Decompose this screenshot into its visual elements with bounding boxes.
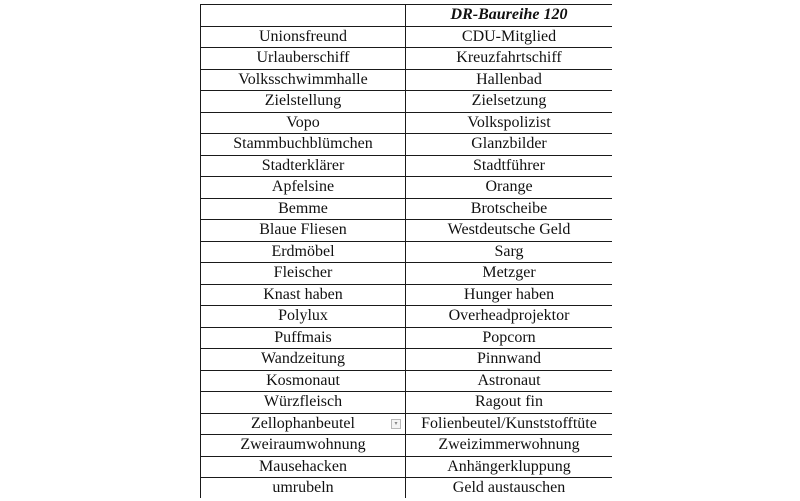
table-row <box>201 349 613 371</box>
cell-text: Blaue Fliesen <box>259 221 347 239</box>
cell-text: Bemme <box>278 199 328 217</box>
table-cell-standard-term[interactable]: Anhängerkluppung <box>406 456 613 478</box>
table-cell-ddr-term[interactable] <box>201 435 406 457</box>
table-row <box>201 284 613 306</box>
table-cell-standard-term[interactable]: Glanzbilder <box>406 134 613 156</box>
cell-text: Knast haben <box>263 285 343 303</box>
word-table-body <box>201 5 613 499</box>
table-cell-ddr-term[interactable] <box>201 48 406 70</box>
table-row <box>201 478 613 499</box>
cell-text: Fleischer <box>273 264 333 282</box>
table-row <box>201 91 613 113</box>
table-cell-ddr-term[interactable] <box>201 241 406 263</box>
table-cell-standard-term[interactable]: Hallenbad <box>406 69 613 91</box>
table-cell-standard-term[interactable]: Brotscheibe <box>406 198 613 220</box>
table-cell-standard-term[interactable]: Hunger haben <box>406 284 613 306</box>
table-row <box>201 413 613 435</box>
table-cell-ddr-term[interactable] <box>201 413 406 435</box>
table-cell-ddr-term[interactable] <box>201 456 406 478</box>
cell-text: Unionsfreund <box>259 27 347 45</box>
cell-text: Zweiraumwohnung <box>240 436 366 454</box>
table-cell-ddr-term[interactable] <box>201 91 406 113</box>
table-cell-ddr-term[interactable] <box>201 284 406 306</box>
table-row <box>201 134 613 156</box>
table-cell-standard-term[interactable]: Zweizimmerwohnung <box>406 435 613 457</box>
table-header-row <box>201 5 613 27</box>
table-cell-standard-term[interactable]: Kreuzfahrtschiff <box>406 48 613 70</box>
table-row <box>201 392 613 414</box>
table-cell-ddr-term[interactable] <box>201 263 406 285</box>
table-cell-ddr-term[interactable] <box>201 306 406 328</box>
table-cell-ddr-term[interactable] <box>201 392 406 414</box>
table-row <box>201 177 613 199</box>
table-row <box>201 435 613 457</box>
table-cell-standard-term[interactable]: Sarg <box>406 241 613 263</box>
table-cell-standard-term[interactable]: Popcorn <box>406 327 613 349</box>
table-cell-ddr-term[interactable] <box>201 349 406 371</box>
table-cell-standard-term[interactable]: Geld austauschen <box>406 478 613 499</box>
table-cell-ddr-term[interactable] <box>201 177 406 199</box>
cell-text: Urlauberschiff <box>256 49 350 67</box>
table-cell-ddr-term[interactable] <box>201 198 406 220</box>
cell-text: Volksschwimmhalle <box>238 70 368 88</box>
table-cell-ddr-term[interactable] <box>201 155 406 177</box>
table-cell-ddr-term[interactable] <box>201 220 406 242</box>
table-row <box>201 112 613 134</box>
table-cell-standard-term[interactable]: Astronaut <box>406 370 613 392</box>
table-cell-standard-term[interactable]: Orange <box>406 177 613 199</box>
table-cell-standard-term[interactable]: Folienbeutel/Kunststofftüte <box>406 413 613 435</box>
table-cell-ddr-term[interactable] <box>201 112 406 134</box>
table-cell-standard-term[interactable]: Overheadprojektor <box>406 306 613 328</box>
table-cell-ddr-term[interactable] <box>201 26 406 48</box>
cell-text: Wandzeitung <box>260 350 345 368</box>
table-row <box>201 69 613 91</box>
cell-text: Erdmöbel <box>271 242 335 260</box>
cell-text: Stammbuchblümchen <box>233 135 373 153</box>
cell-text: Stadterklärer <box>261 156 345 174</box>
table-cell-standard-term[interactable]: Zielsetzung <box>406 91 613 113</box>
cell-text: Polylux <box>278 307 328 325</box>
table-cell-ddr-term[interactable] <box>201 69 406 91</box>
table-row <box>201 241 613 263</box>
cell-text: Mausehacken <box>259 457 347 475</box>
table-row <box>201 306 613 328</box>
cell-text: Kosmonaut <box>266 371 340 389</box>
word-table <box>200 4 612 498</box>
table-row <box>201 198 613 220</box>
table-cell-ddr-term[interactable] <box>201 478 406 499</box>
table-cell-standard-term[interactable]: Volkspolizist <box>406 112 613 134</box>
cell-text: Zielstellung <box>264 92 342 110</box>
cell-text: Vopo <box>286 113 320 131</box>
table-cell-standard-term[interactable]: Westdeutsche Geld <box>406 220 613 242</box>
cell-text: Würzfleisch <box>263 393 343 411</box>
table-cell-ddr-term[interactable] <box>201 327 406 349</box>
table-cell-standard-term[interactable]: Stadtführer <box>406 155 613 177</box>
table-cell-ddr-term[interactable] <box>201 370 406 392</box>
table-row <box>201 220 613 242</box>
table-row <box>201 456 613 478</box>
cell-text: Apfelsine <box>271 178 335 196</box>
table-cell-standard-term[interactable]: Pinnwand <box>406 349 613 371</box>
table-row <box>201 370 613 392</box>
table-row <box>201 263 613 285</box>
table-cell-standard-term[interactable]: Ragout fin <box>406 392 613 414</box>
word-table-container <box>200 4 612 498</box>
table-cell-standard-term[interactable]: CDU-Mitglied <box>406 26 613 48</box>
table-cell-ddr-term[interactable] <box>201 134 406 156</box>
table-row <box>201 155 613 177</box>
cell-text: Puffmais <box>274 328 332 346</box>
header-cell-left[interactable] <box>201 5 406 27</box>
table-row <box>201 48 613 70</box>
cell-text: umrubeln <box>272 479 334 497</box>
table-row <box>201 26 613 48</box>
table-cell-standard-term[interactable]: Metzger <box>406 263 613 285</box>
table-row <box>201 327 613 349</box>
chevron-down-icon[interactable]: ▾ <box>391 419 401 429</box>
cell-text: Zellophanbeutel <box>251 414 355 432</box>
header-cell-right[interactable]: DR-Baureihe 120 <box>406 5 613 27</box>
